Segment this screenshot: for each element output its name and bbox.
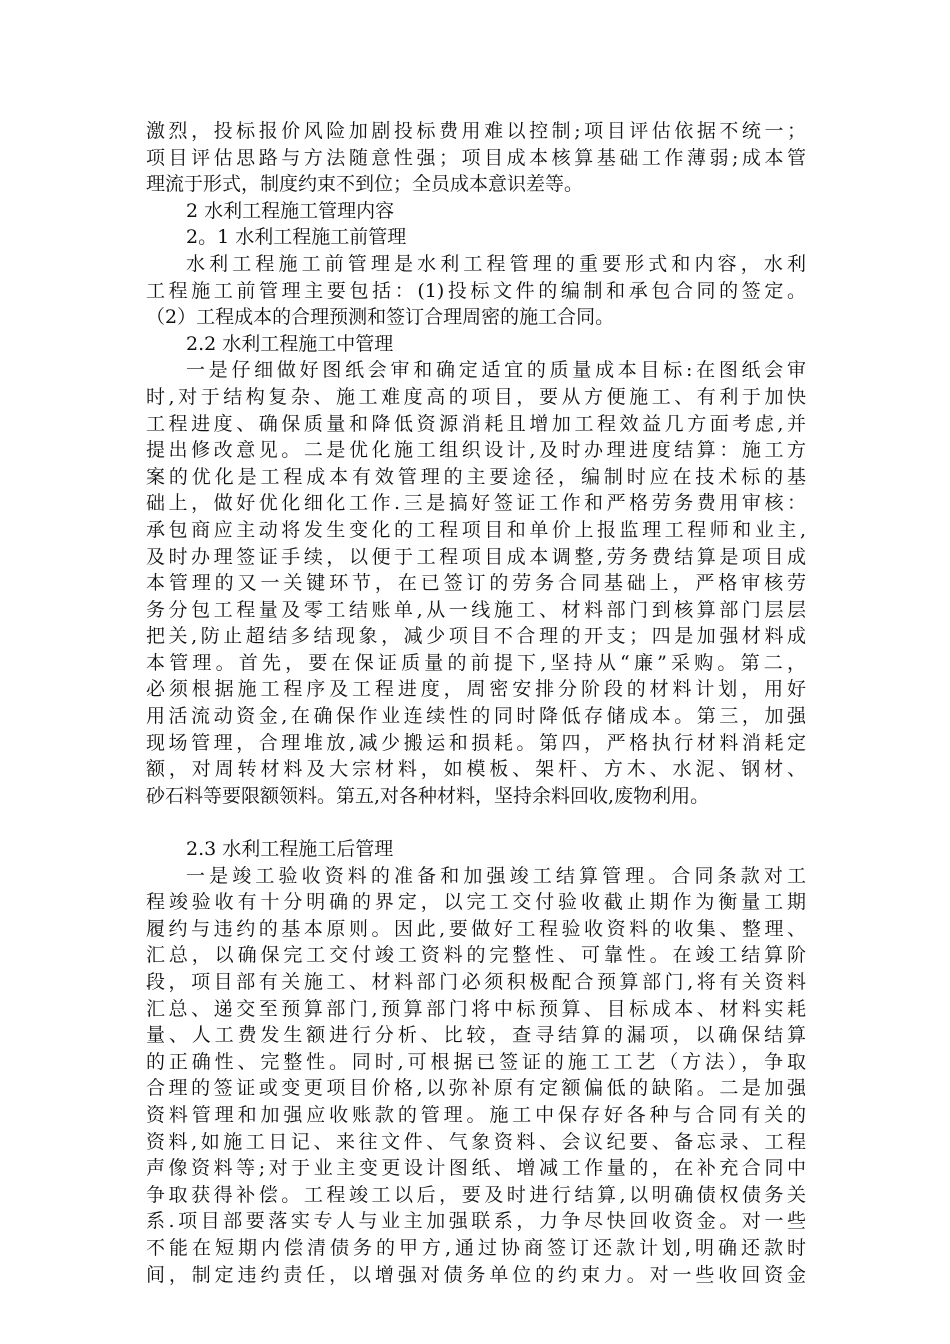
paragraph-line: 案的优化是工程成本有效管理的主要途径，编制时应在技术标的基 bbox=[146, 465, 806, 488]
paragraph-line: 额，对周转材料及大宗材料，如模板、架杆、方木、水泥、钢材、 bbox=[146, 758, 806, 781]
paragraph-line: 提出修改意见。二是优化施工组织设计,及时办理进度结算：施工方 bbox=[146, 439, 806, 462]
paragraph-line: 激烈，投标报价风险加剧投标费用难以控制;项目评估依据不统一； bbox=[146, 120, 806, 142]
paragraph-line: 础上，做好优化细化工作.三是搞好签证工作和严格劳务费用审核： bbox=[146, 492, 806, 515]
paragraph-line: 段，项目部有关施工、材料部门必须积极配合预算部门,将有关资料 bbox=[146, 971, 806, 993]
paragraph-line: 一是仔细做好图纸会审和确定适宜的质量成本目标:在图纸会审 bbox=[186, 359, 806, 382]
paragraph-line: 工程进度、确保质量和降低资源消耗且增加工程效益几方面考虑,并 bbox=[146, 412, 806, 435]
paragraph-line: 把关,防止超结多结现象，减少项目不合理的开支；四是加强材料成 bbox=[146, 625, 806, 648]
paragraph-line: 本管理的又一关键环节，在已签订的劳务合同基础上，严格审核劳 bbox=[146, 572, 806, 595]
paragraph-line: 不能在短期内偿清债务的甲方,通过协商签订还款计划,明确还款时 bbox=[146, 1236, 806, 1259]
section-2-1-heading: 2。1 水利工程施工前管理 bbox=[186, 226, 407, 249]
paragraph-line: 砂石料等要限额领料。第五,对各种材料，坚持余料回收,废物利用。 bbox=[146, 784, 710, 807]
paragraph-line: 水利工程施工前管理是水利工程管理的重要形式和内容，水利 bbox=[186, 252, 806, 275]
paragraph-line: 系.项目部要落实专人与业主加强联系，力争尽快回收资金。对一些 bbox=[146, 1210, 806, 1233]
paragraph-line: 合理的签证或变更项目价格,以弥补原有定额偏低的缺陷。二是加强 bbox=[146, 1077, 806, 1100]
paragraph-line: 时,对于结构复杂、施工难度高的项目，要从方便施工、有利于加快 bbox=[146, 385, 806, 408]
section-2-1-paragraph bbox=[146, 251, 806, 331]
section-2-3-paragraph bbox=[146, 863, 806, 1289]
document-page bbox=[146, 118, 806, 1288]
paragraph-line: 一是竣工验收资料的准备和加强竣工结算管理。合同条款对工 bbox=[186, 864, 806, 887]
section-2-2-heading: 2.2 水利工程施工中管理 bbox=[186, 332, 394, 355]
paragraph-line: 资料管理和加强应收账款的管理。施工中保存好各种与合同有关的 bbox=[146, 1103, 806, 1126]
section-2-2-paragraph bbox=[146, 357, 806, 809]
paragraph-line: 声像资料等;对于业主变更设计图纸、增减工作量的，在补充合同中 bbox=[146, 1157, 806, 1180]
paragraph-line: 项目评估思路与方法随意性强；项目成本核算基础工作薄弱;成本管 bbox=[146, 146, 806, 169]
paragraph-line: 争取获得补偿。工程竣工以后，要及时进行结算,以明确债权债务关 bbox=[146, 1183, 806, 1206]
paragraph-line: 量、人工费发生额进行分析、比较，查寻结算的漏项，以确保结算 bbox=[146, 1024, 806, 1047]
paragraph-line: 务分包工程量及零工结账单,从一线施工、材料部门到核算部门层层 bbox=[146, 598, 806, 621]
paragraph-line: 程竣验收有十分明确的界定，以完工交付验收截止期作为衡量工期 bbox=[146, 891, 806, 914]
paragraph-line: 间，制定违约责任，以增强对债务单位的约束力。对一些收回资金 bbox=[146, 1263, 806, 1286]
paragraph-line: 工程施工前管理主要包括：(1)投标文件的编制和承包合同的签定。 bbox=[146, 279, 806, 302]
paragraph-line: 履约与违约的基本原则。因此,要做好工程验收资料的收集、整理、 bbox=[146, 917, 806, 940]
section-2-heading: 2 水利工程施工管理内容 bbox=[186, 199, 395, 222]
intro-paragraph bbox=[146, 118, 806, 198]
paragraph-line: （2）工程成本的合理预测和签订合理周密的施工合同。 bbox=[146, 306, 615, 329]
paragraph-line: 汇总，以确保完工交付竣工资料的完整性、可靠性。在竣工结算阶 bbox=[146, 944, 806, 967]
paragraph-line: 承包商应主动将发生变化的工程项目和单价上报监理工程师和业主, bbox=[146, 518, 806, 541]
paragraph-line: 汇总、递交至预算部门,预算部门将中标预算、目标成本、材料实耗 bbox=[146, 997, 806, 1020]
paragraph-line: 现场管理，合理堆放,减少搬运和损耗。第四，严格执行材料消耗定 bbox=[146, 731, 806, 754]
paragraph-line: 本管理。首先，要在保证质量的前提下,坚持从“廉”采购。第二， bbox=[146, 651, 806, 674]
paragraph-line: 的正确性、完整性。同时,可根据已签证的施工工艺（方法），争取 bbox=[146, 1050, 806, 1073]
paragraph-line: 及时办理签证手续，以便于工程项目成本调整,劳务费结算是项目成 bbox=[146, 545, 806, 568]
paragraph-line: 资料,如施工日记、来往文件、气象资料、会议纪要、备忘录、工程 bbox=[146, 1130, 806, 1153]
paragraph-line: 必须根据施工程序及工程进度，周密安排分阶段的材料计划，用好 bbox=[146, 678, 806, 701]
paragraph-line: 理流于形式，制度约束不到位；全员成本意识差等。 bbox=[146, 173, 584, 196]
paragraph-line: 用活流动资金,在确保作业连续性的同时降低存储成本。第三，加强 bbox=[146, 705, 806, 728]
blank-line bbox=[146, 809, 806, 836]
section-2-3-heading: 2.3 水利工程施工后管理 bbox=[186, 838, 394, 861]
